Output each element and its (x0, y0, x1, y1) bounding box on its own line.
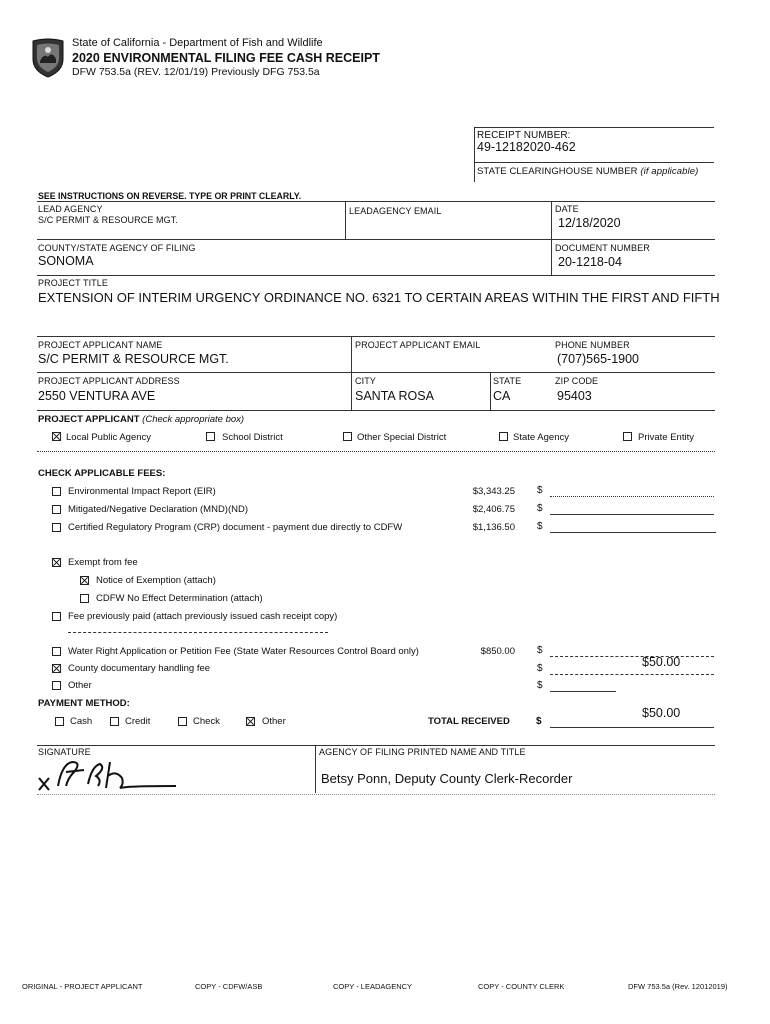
fee-crp-dollar: $ (537, 521, 543, 532)
fees-heading: CHECK APPLICABLE FEES: (38, 468, 166, 479)
option-school-district: School District (222, 432, 283, 443)
project-title-value: EXTENSION OF INTERIM URGENCY ORDINANCE NO. 6321 TO CERTAIN AREAS WITHIN THE FIRST AND FIFTH (38, 290, 720, 305)
applicant-type-note: (Check appropriate box) (142, 414, 245, 425)
lead-agency-value: S/C PERMIT & RESOURCE MGT. (38, 215, 178, 225)
applicant-name-label: PROJECT APPLICANT NAME (38, 340, 163, 350)
footer-copy-lead-agency: COPY - LEADAGENCY (333, 982, 413, 991)
fee-eir-amount: $3,343.25 (472, 486, 515, 497)
clearinghouse-label (477, 166, 698, 177)
fee-crp-amount: $1,136.50 (472, 522, 515, 533)
applicant-type-label: PROJECT APPLICANT (38, 414, 140, 425)
option-local-public-agency: Local Public Agency (66, 432, 152, 443)
checkbox-mnd[interactable] (52, 505, 61, 514)
checkbox-exempt[interactable] (52, 558, 61, 567)
document-number-value: 20-1218-04 (558, 255, 622, 269)
checkbox-eir[interactable] (52, 487, 61, 496)
payment-credit-label: Credit (125, 716, 151, 727)
water-right-label: Water Right Application or Petition Fee (State Water Resources Control Board only) (68, 646, 419, 657)
address-label: PROJECT APPLICANT ADDRESS (38, 376, 180, 386)
notice-of-exemption-label: Notice of Exemption (attach) (96, 575, 216, 586)
total-received-value: $50.00 (642, 706, 681, 720)
zip-value: 95403 (557, 389, 592, 403)
option-private-entity: Private Entity (638, 432, 694, 443)
no-effect-label: CDFW No Effect Determination (attach) (96, 593, 263, 604)
filer-name-label: AGENCY OF FILING PRINTED NAME AND TITLE (319, 747, 526, 757)
option-state-agency: State Agency (513, 432, 569, 443)
checkbox-private-entity[interactable] (623, 432, 632, 441)
date-value: 12/18/2020 (558, 216, 621, 230)
checkbox-check[interactable] (178, 717, 187, 726)
state-value: CA (493, 389, 511, 403)
instructions: SEE INSTRUCTIONS ON REVERSE. TYPE OR PRINT CLEARLY. (38, 191, 302, 201)
checkbox-credit[interactable] (110, 717, 119, 726)
fee-eir-label: Environmental Impact Report (EIR) (68, 486, 216, 497)
option-other-special-district: Other Special District (357, 432, 447, 443)
handwritten-signature (36, 756, 186, 796)
agency-line: State of California - Department of Fish and Wildlife (72, 37, 323, 49)
lead-agency-email-label: LEADAGENCY EMAIL (349, 206, 442, 216)
footer-copy-cdfw: COPY - CDFW/ASB (195, 982, 263, 991)
state-label: STATE (493, 376, 522, 386)
form-title: 2020 ENVIRONMENTAL FILING FEE CASH RECEIPT (72, 51, 380, 65)
city-label: CITY (355, 376, 376, 386)
address-value: 2550 VENTURA AVE (38, 389, 156, 403)
clearinghouse-label-text: STATE CLEARINGHOUSE NUMBER (477, 166, 638, 177)
fee-crp-label: Certified Regulatory Program (CRP) document - payment due directly to CDFW (68, 522, 403, 533)
checkbox-local-public-agency[interactable] (52, 432, 61, 441)
checkbox-other-fee[interactable] (52, 681, 61, 690)
footer-copy-original: ORIGINAL - PROJECT APPLICANT (22, 982, 143, 991)
checkbox-other-payment[interactable] (246, 717, 255, 726)
other-fee-label: Other (68, 680, 92, 691)
payment-method-label: PAYMENT METHOD: (38, 698, 130, 709)
city-value: SANTA ROSA (355, 389, 434, 403)
checkbox-county-handling[interactable] (52, 664, 61, 673)
footer-copy-county-clerk: COPY - COUNTY CLERK (478, 982, 565, 991)
exempt-label: Exempt from fee (68, 557, 138, 568)
document-number-label: DOCUMENT NUMBER (555, 243, 650, 253)
phone-label: PHONE NUMBER (555, 340, 630, 350)
applicant-name-value: S/C PERMIT & RESOURCE MGT. (38, 352, 229, 366)
checkbox-previously-paid[interactable] (52, 612, 61, 621)
applicant-type-heading (38, 414, 244, 425)
zip-label: ZIP CODE (555, 376, 599, 386)
checkbox-crp[interactable] (52, 523, 61, 532)
county-label: COUNTY/STATE AGENCY OF FILING (38, 243, 196, 253)
applicant-email-label: PROJECT APPLICANT EMAIL (355, 340, 481, 350)
checkbox-notice-of-exemption[interactable] (80, 576, 89, 585)
phone-value: (707)565-1900 (557, 352, 640, 366)
county-handling-label: County documentary handling fee (68, 663, 211, 674)
payment-cash-label: Cash (70, 716, 93, 727)
clearinghouse-note: (if applicable) (640, 166, 699, 177)
form-number: DFW 753.5a (REV. 12/01/19) Previously DFG 753.5a (72, 66, 320, 78)
filer-name-value: Betsy Ponn, Deputy County Clerk-Recorder (321, 771, 573, 786)
checkbox-state-agency[interactable] (499, 432, 508, 441)
checkbox-water-right[interactable] (52, 647, 61, 656)
total-dollar: $ (536, 716, 542, 727)
state-seal-logo (30, 37, 66, 79)
county-value: SONOMA (38, 254, 94, 268)
other-fee-dollar: $ (537, 680, 543, 691)
fee-mnd-amount: $2,406.75 (472, 504, 515, 515)
checkbox-no-effect[interactable] (80, 594, 89, 603)
county-handling-dollar: $ (537, 663, 543, 674)
checkbox-other-special-district[interactable] (343, 432, 352, 441)
footer-form-number: DFW 753.5a (Rev. 12012019) (628, 982, 728, 991)
fee-mnd-label: Mitigated/Negative Declaration (MND)(ND) (68, 504, 249, 515)
water-right-dollar: $ (537, 645, 543, 656)
checkbox-cash[interactable] (55, 717, 64, 726)
water-right-amount: $850.00 (480, 646, 515, 657)
project-title-label: PROJECT TITLE (38, 278, 108, 288)
signature-label: SIGNATURE (38, 747, 91, 757)
date-label: DATE (555, 204, 579, 214)
receipt-number-label: RECEIPT NUMBER: (477, 130, 571, 141)
checkbox-school-district[interactable] (206, 432, 215, 441)
county-handling-paid: $50.00 (642, 655, 681, 669)
payment-check-label: Check (193, 716, 220, 727)
receipt-number-value: 49-12182020-462 (477, 140, 576, 154)
total-received-label: TOTAL RECEIVED (428, 716, 510, 727)
fee-eir-dollar: $ (537, 485, 543, 496)
fee-mnd-dollar: $ (537, 503, 543, 514)
payment-other-label: Other (262, 716, 286, 727)
lead-agency-label: LEAD AGENCY (38, 204, 103, 214)
previously-paid-label: Fee previously paid (attach previously issued cash receipt copy) (68, 611, 338, 622)
